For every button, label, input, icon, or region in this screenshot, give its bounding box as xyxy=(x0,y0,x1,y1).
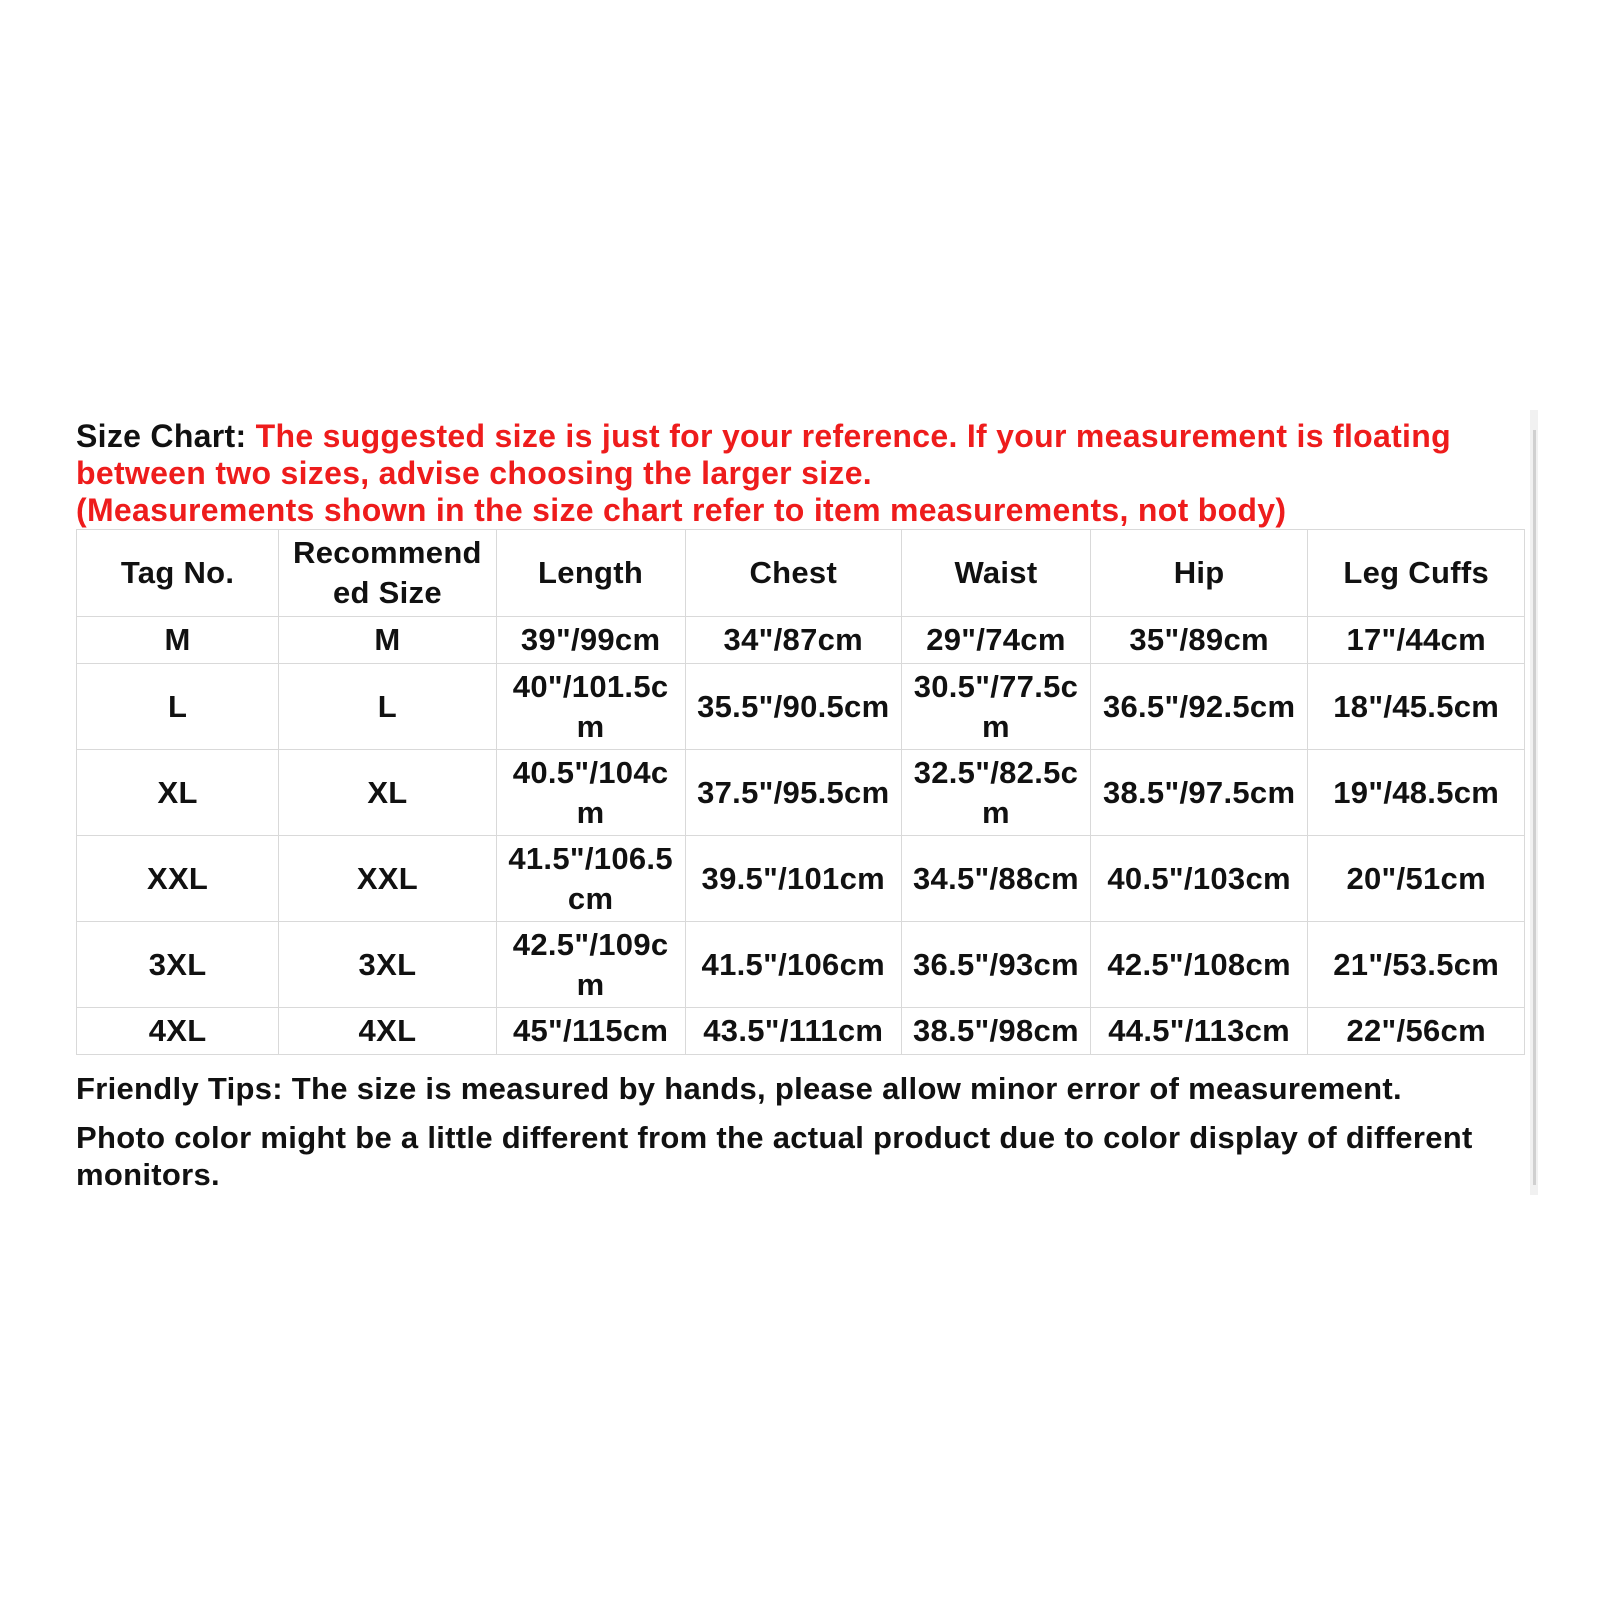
cell-hip: 40.5"/103cm xyxy=(1090,836,1308,922)
header-waist: Waist xyxy=(902,530,1091,617)
size-advice-note: The suggested size is just for your reference. If your measurement is floating between two sizes, advise choosing the larger size. xyxy=(76,418,1451,491)
cell-leg-cuffs: 21"/53.5cm xyxy=(1308,922,1525,1008)
cell-hip: 35"/89cm xyxy=(1090,617,1308,664)
cell-waist: 32.5"/82.5cm xyxy=(902,750,1091,836)
size-table xyxy=(76,529,1525,1055)
header-length: Length xyxy=(496,530,685,617)
table-row xyxy=(77,922,1525,1008)
cell-tag-no: M xyxy=(77,617,279,664)
cell-leg-cuffs: 22"/56cm xyxy=(1308,1008,1525,1055)
cell-leg-cuffs: 19"/48.5cm xyxy=(1308,750,1525,836)
cell-chest: 39.5"/101cm xyxy=(685,836,902,922)
header-chest: Chest xyxy=(685,530,902,617)
cell-chest: 43.5"/111cm xyxy=(685,1008,902,1055)
cell-length: 42.5"/109cm xyxy=(496,922,685,1008)
tips-section xyxy=(76,1070,1516,1205)
cell-chest: 41.5"/106cm xyxy=(685,922,902,1008)
cell-waist: 29"/74cm xyxy=(902,617,1091,664)
cell-length: 45"/115cm xyxy=(496,1008,685,1055)
size-chart-label: Size Chart: xyxy=(76,418,247,454)
cell-recommended-size: 4XL xyxy=(279,1008,497,1055)
table-row xyxy=(77,617,1525,664)
cell-hip: 44.5"/113cm xyxy=(1090,1008,1308,1055)
panel-scroll-line xyxy=(1533,430,1536,1185)
table-header-row xyxy=(77,530,1525,617)
size-chart-intro xyxy=(76,418,1526,529)
cell-chest: 37.5"/95.5cm xyxy=(685,750,902,836)
cell-leg-cuffs: 18"/45.5cm xyxy=(1308,664,1525,750)
cell-tag-no: 3XL xyxy=(77,922,279,1008)
cell-recommended-size: 3XL xyxy=(279,922,497,1008)
measurement-note: (Measurements shown in the size chart refer to item measurements, not body) xyxy=(76,492,1287,528)
header-recommended-size: Recommended Size xyxy=(279,530,497,617)
cell-chest: 34"/87cm xyxy=(685,617,902,664)
table-row xyxy=(77,664,1525,750)
cell-length: 40.5"/104cm xyxy=(496,750,685,836)
table-row xyxy=(77,750,1525,836)
table-row xyxy=(77,836,1525,922)
header-hip: Hip xyxy=(1090,530,1308,617)
cell-tag-no: 4XL xyxy=(77,1008,279,1055)
cell-hip: 42.5"/108cm xyxy=(1090,922,1308,1008)
cell-waist: 38.5"/98cm xyxy=(902,1008,1091,1055)
cell-recommended-size: XXL xyxy=(279,836,497,922)
photo-color-tip: Photo color might be a little different from the actual product due to color display of different monitors. xyxy=(76,1120,1473,1192)
cell-leg-cuffs: 20"/51cm xyxy=(1308,836,1525,922)
cell-recommended-size: XL xyxy=(279,750,497,836)
cell-recommended-size: M xyxy=(279,617,497,664)
table-row xyxy=(77,1008,1525,1055)
cell-hip: 38.5"/97.5cm xyxy=(1090,750,1308,836)
cell-recommended-size: L xyxy=(279,664,497,750)
cell-tag-no: XL xyxy=(77,750,279,836)
cell-chest: 35.5"/90.5cm xyxy=(685,664,902,750)
header-tag-no: Tag No. xyxy=(77,530,279,617)
cell-tag-no: XXL xyxy=(77,836,279,922)
friendly-tips: Friendly Tips: The size is measured by hands, please allow minor error of measurement. xyxy=(76,1071,1402,1106)
cell-leg-cuffs: 17"/44cm xyxy=(1308,617,1525,664)
cell-waist: 36.5"/93cm xyxy=(902,922,1091,1008)
cell-waist: 30.5"/77.5cm xyxy=(902,664,1091,750)
cell-waist: 34.5"/88cm xyxy=(902,836,1091,922)
header-leg-cuffs: Leg Cuffs xyxy=(1308,530,1525,617)
cell-hip: 36.5"/92.5cm xyxy=(1090,664,1308,750)
cell-tag-no: L xyxy=(77,664,279,750)
cell-length: 41.5"/106.5cm xyxy=(496,836,685,922)
cell-length: 40"/101.5cm xyxy=(496,664,685,750)
cell-length: 39"/99cm xyxy=(496,617,685,664)
